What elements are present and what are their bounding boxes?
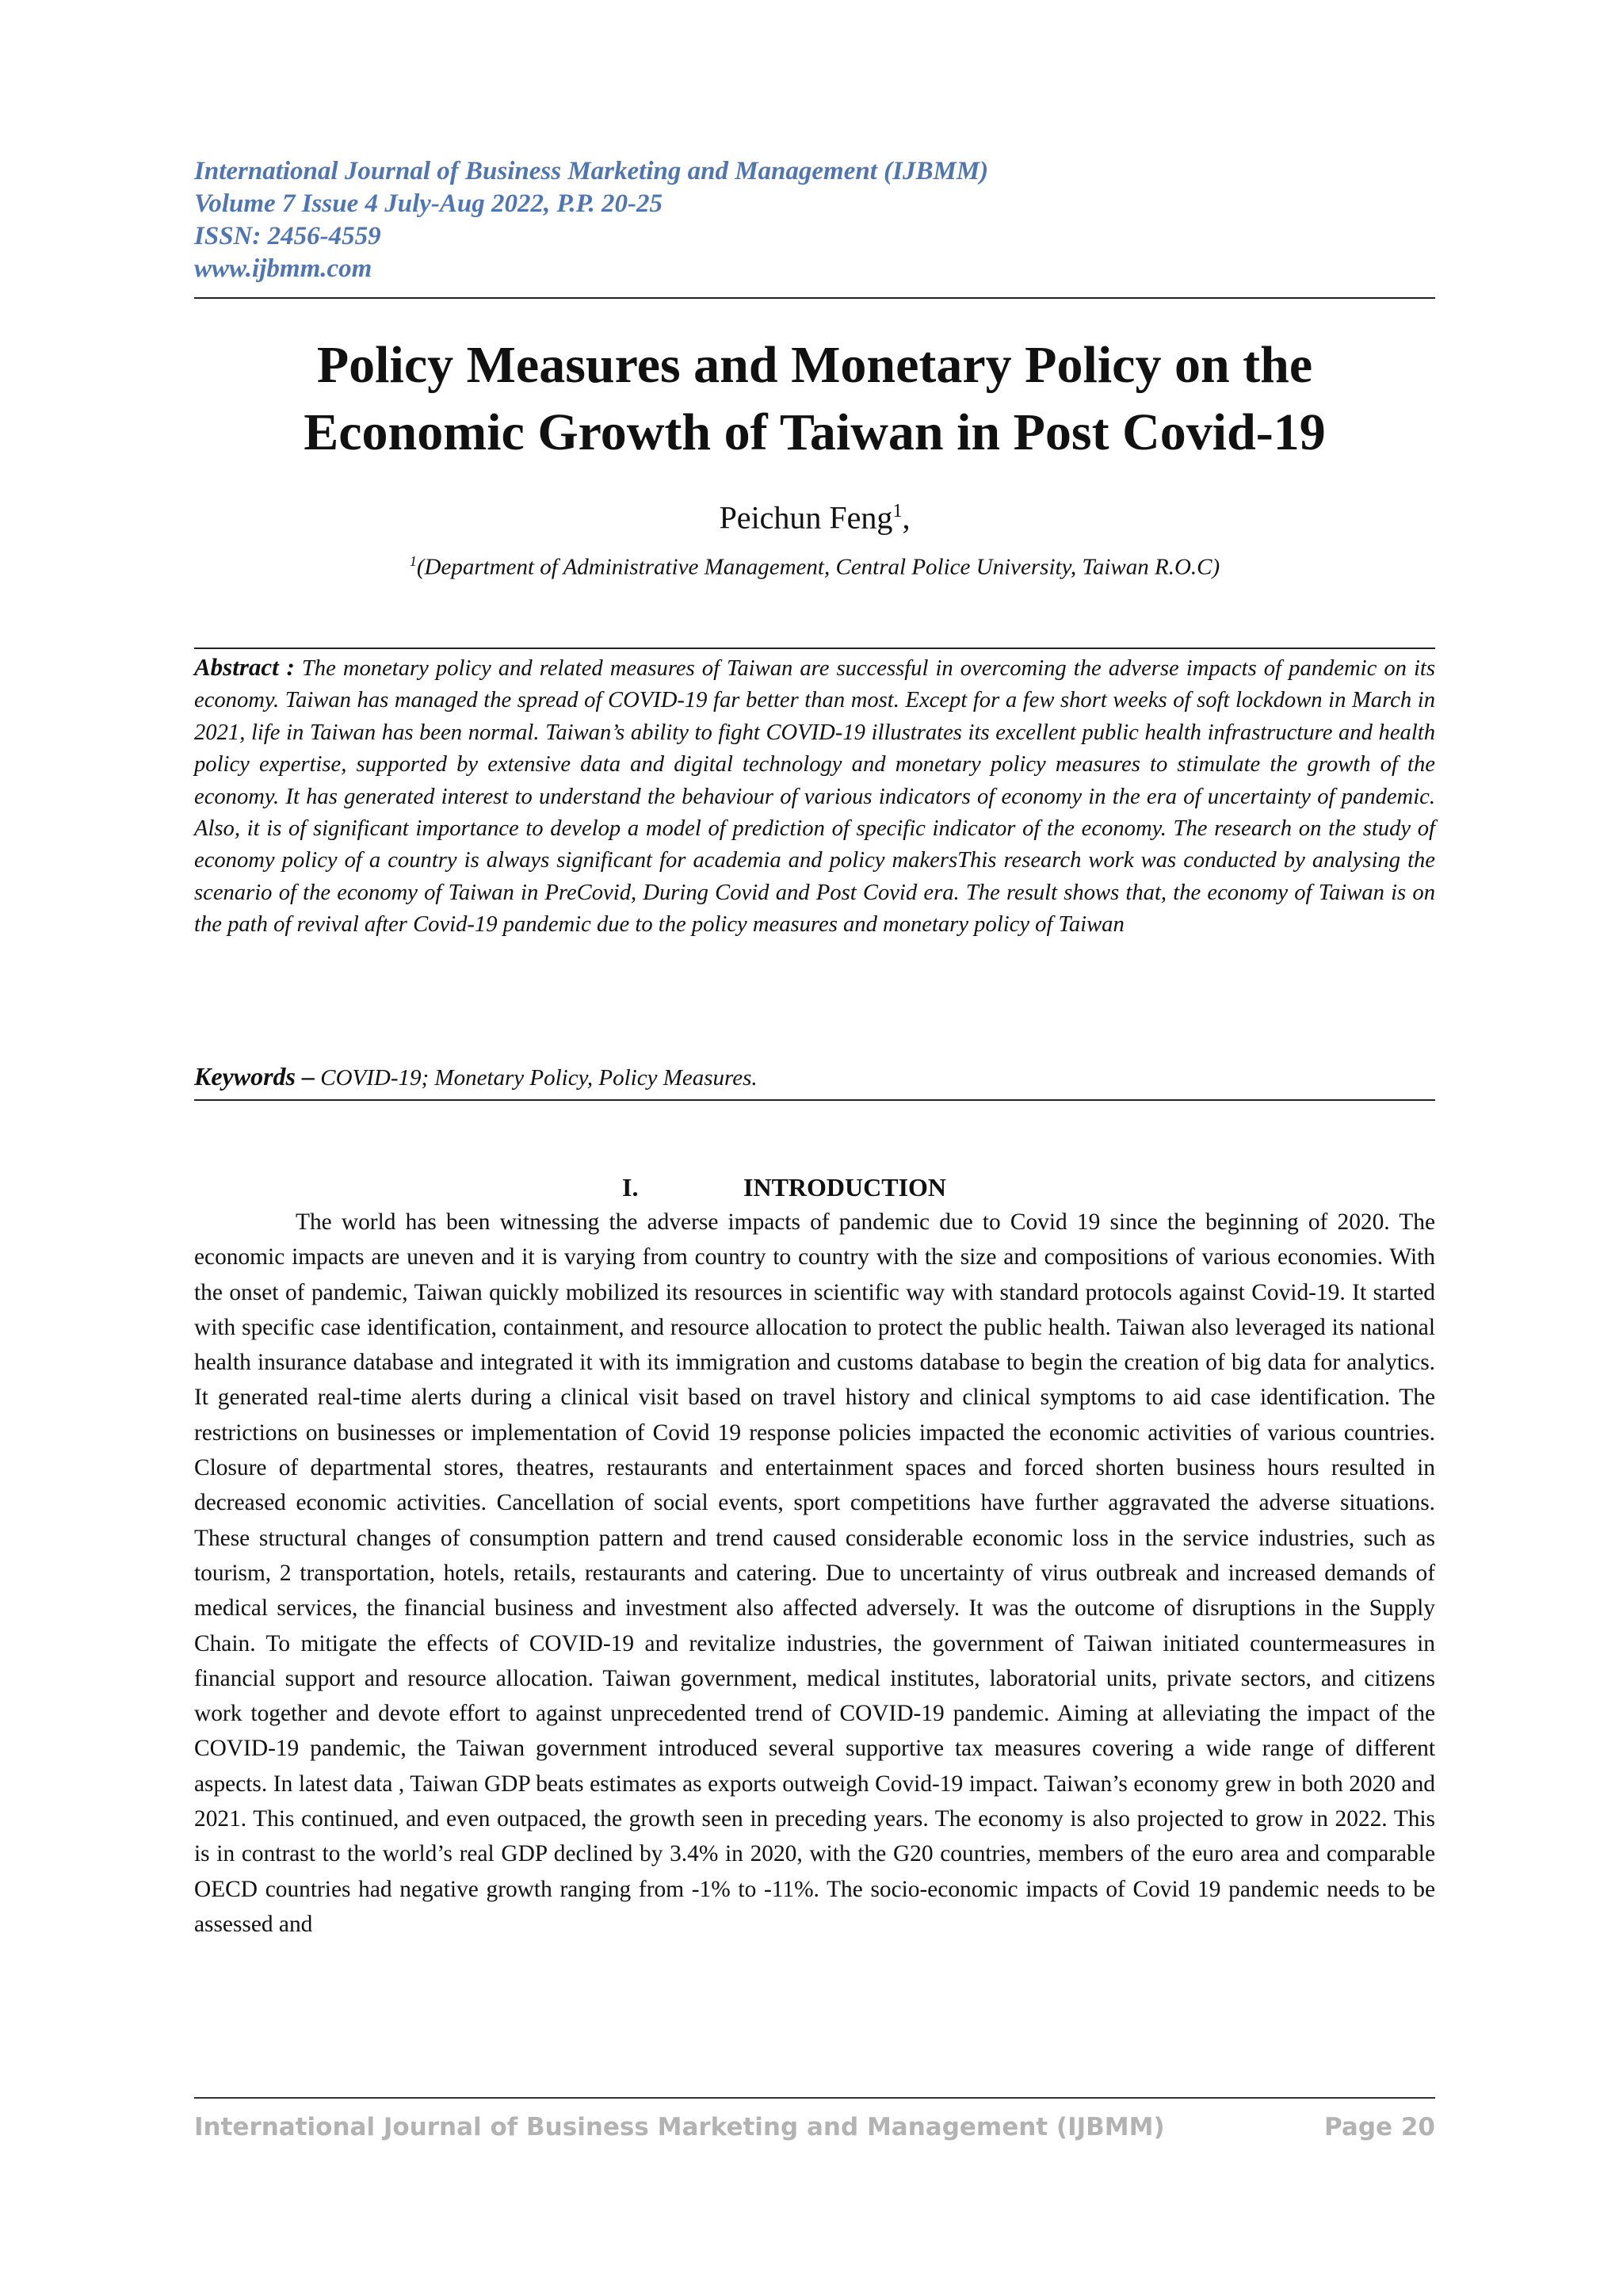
journal-website-link[interactable]: www.ijbmm.com (194, 254, 372, 283)
author-name: Peichun Feng (719, 499, 893, 536)
abstract-top-divider (194, 648, 1435, 649)
section-number: I. (622, 1173, 639, 1201)
author-suffix: , (902, 499, 911, 536)
introduction-paragraph: The world has been witnessing the adverse impacts of pandemic due to Covid 19 since the beginning of 2020. The economic impacts are uneven and it is varying from country to country with the size and compositions of various economies. With the onset of pandemic, Taiwan quickly mobilized its resources in scientific way with standard protocols against Covid-19. It started with specific case identification, containment, and resource allocation to protect the public health. Taiwan also leveraged its national health insurance database and integrated it with its immigration and customs database to begin the creation of big data for analytics. It generated real-time alerts during a clinical visit based on travel history and clinical symptoms to aid case identification. The restrictions on businesses or implementation of Covid 19 response policies impacted the economic activities of various countries. Closure of departmental stores, theatres, restaurants and entertainment spaces and forced shorten business hours resulted in decreased economic activities. Cancellation of social events, sport competitions have further aggravated the adverse situations. These structural changes of consumption pattern and trend caused considerable economic loss in the service industries, such as tourism, 2 transportation, hotels, retails, restaurants and catering. Due to uncertainty of virus outbreak and increased demands of medical services, the financial business and investment also affected adversely. It was the outcome of disruptions in the Supply Chain. To mitigate the effects of COVID-19 and revitalize industries, the government of Taiwan initiated countermeasures in financial support and resource allocation. Taiwan government, medical institutes, laboratorial units, private sectors, and citizens work together and devote effort to against unprecedented trend of COVID-19 pandemic. Aiming at alleviating the impact of the COVID-19 pandemic, the Taiwan government introduced several supportive tax measures covering a wide range of different aspects. In latest data , Taiwan GDP beats estimates as exports outweigh Covid-19 impact. Taiwan’s economy grew in both 2020 and 2021. This continued, and even outpaced, the growth seen in preceding years. The economy is also projected to grow in 2022. This is in contrast to the world’s real GDP declined by 3.4% in 2020, with the G20 countries, members of the euro area and comparable OECD countries had negative growth ranging from -1% to -11%. The socio-economic impacts of Covid 19 pandemic needs to be assessed and (194, 1209, 1435, 1937)
affiliation-superscript: 1 (409, 553, 417, 569)
abstract-text: The monetary policy and related measures of Taiwan are successful in overcoming the adverse impacts of pandemic on its economy. Taiwan has managed the spread of COVID-19 far better than most. Except for a few short weeks of soft lockdown in March in 2021, life in Taiwan has been normal. Taiwan’s ability to fight COVID-19 illustrates its excellent public health infrastructure and health policy expertise, supported by extensive data and digital technology and monetary policy measures to stimulate the growth of the economy. It has generated interest to understand the behaviour of various indicators of economy in the era of uncertainty of pandemic. Also, it is of significant importance to develop a model of prediction of specific indicator of the economy. The research on the study of economy policy of a country is always significant for academia and policy makersThis research work was conducted by analysing the scenario of the economy of Taiwan in PreCovid, During Covid and Post Covid era. The result shows that, the economy of Taiwan is on the path of revival after Covid-19 pandemic due to the policy measures and monetary policy of Taiwan (194, 656, 1436, 938)
paper-page (194, 0, 1435, 2296)
journal-volume: Volume 7 Issue 4 July-Aug 2022, P.P. 20-25 (194, 189, 663, 218)
author-superscript: 1 (892, 501, 903, 521)
journal-issn: ISSN: 2456-4559 (194, 222, 381, 250)
author-affiliation (194, 547, 1435, 582)
keywords-label: Keywords – (194, 1062, 315, 1091)
section-title: INTRODUCTION (743, 1173, 947, 1201)
paper-title-line-2: Economic Growth of Taiwan in Post Covid-19 (304, 403, 1326, 461)
keywords-line (194, 1060, 1435, 1094)
author-line (194, 493, 1435, 536)
header-divider (194, 297, 1435, 299)
keywords-text: COVID-19; Monetary Policy, Policy Measures. (320, 1065, 758, 1091)
paper-title (194, 331, 1435, 466)
journal-header (194, 155, 1435, 285)
abstract-label: Abstract : (194, 653, 295, 681)
affiliation-text: (Department of Administrative Management, Central Police University, Taiwan R.O.C) (416, 554, 1220, 580)
abstract-block (194, 651, 1435, 942)
footer-divider (194, 2097, 1435, 2099)
footer-page-number: Page 20 (1324, 2113, 1435, 2141)
footer-journal-name: International Journal of Business Marketing and Management (IJBMM) (194, 2113, 1165, 2141)
paper-title-line-1: Policy Measures and Monetary Policy on the (316, 336, 1313, 394)
journal-name: International Journal of Business Marketing and Management (IJBMM) (194, 157, 989, 185)
keywords-bottom-divider (194, 1099, 1435, 1101)
